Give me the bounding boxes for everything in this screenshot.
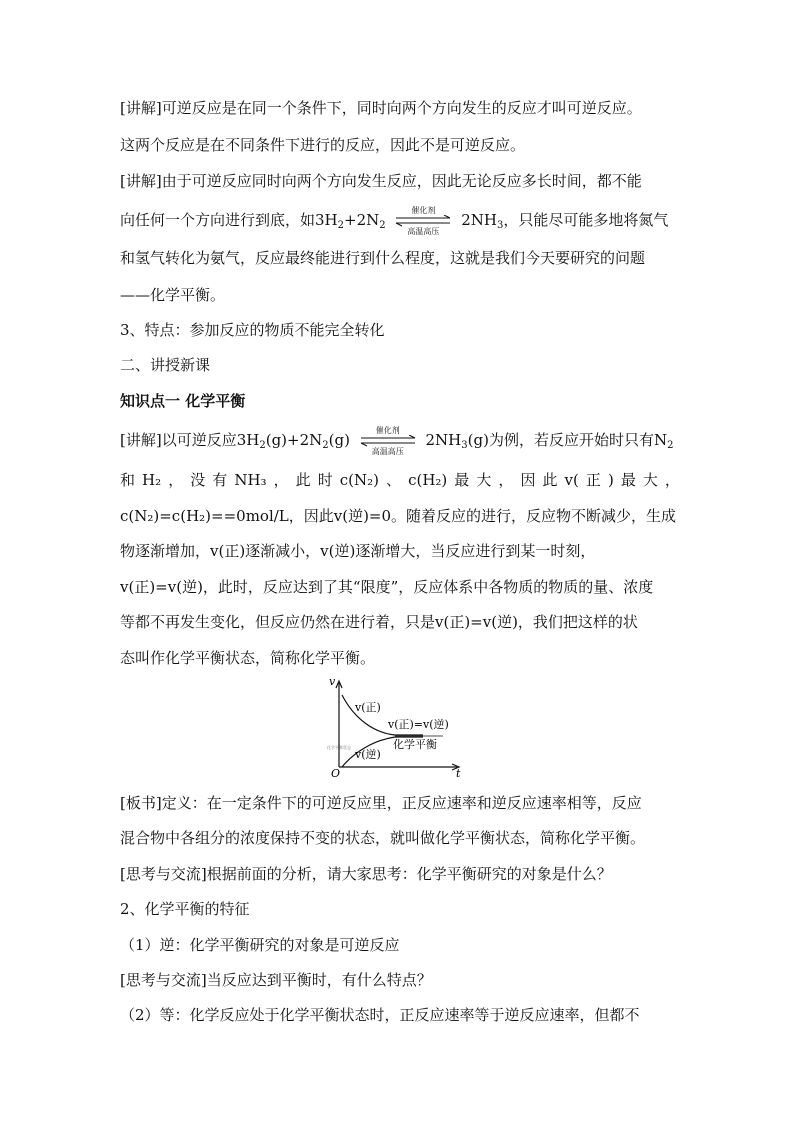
text-line: [思考与交流]当反应达到平衡时，有什么特点？ (120, 971, 432, 989)
x-axis-label: t (456, 767, 461, 780)
justified-token: 正 (585, 471, 601, 489)
equation-line-2 (120, 426, 680, 456)
justified-token: ) (607, 471, 614, 489)
justified-token: c(H₂) (408, 471, 448, 489)
eq2-sub4: 2 (667, 440, 674, 451)
origin-label: O (331, 767, 341, 780)
justified-token: v( (564, 471, 579, 489)
justified-token: 和 (120, 471, 136, 489)
justified-token: 此 (295, 471, 311, 489)
text-line: 混合物中各组分的浓度保持不变的状态，就叫做化学平衡状态，简称化学平衡。 (120, 829, 646, 847)
equilibrium-label: 化学平衡 (393, 738, 437, 751)
text-line: （1）逆：化学平衡研究的对象是可逆反应 (120, 936, 400, 954)
text-line: ——化学平衡。 (120, 286, 226, 304)
reversible-arrow (394, 206, 452, 236)
text-line: 这两个反应是在不同条件下进行的反应，因此不是可逆反应。 (120, 136, 526, 154)
eq2-sub3: 3 (461, 440, 468, 451)
eq2-prefix: [讲解]以可逆反应 (120, 431, 237, 449)
condition-top: 催化剂 (375, 426, 400, 435)
eq2-suffix: 为例，若反应开始时只有N (488, 431, 668, 449)
justified-token: ， (273, 471, 289, 489)
justified-token: 此 (542, 471, 558, 489)
justified-token: 时 (317, 471, 333, 489)
double-arrow-icon (359, 435, 417, 447)
condition-bottom: 高温高压 (371, 447, 404, 456)
justified-token: NH₃ (234, 471, 267, 489)
eq1-sub3: 3 (496, 220, 504, 231)
eq2-sub2: 2 (322, 440, 329, 451)
eq1-sub2: 2 (379, 220, 386, 231)
text-line: 物逐渐增加，v(正)逐渐减小，v(逆)逐渐增大，当反应进行到某一时刻， (120, 542, 596, 560)
text-line: 二、讲授新课 (120, 356, 211, 374)
equal-rate-label: v(正)=v(逆) (388, 718, 449, 731)
text-line: 和氢气转化为氨气，反应最终能进行到什么程度，这就是我们今天要研究的问题 (120, 249, 646, 267)
eq2-sub1: 2 (259, 440, 266, 451)
justified-text-line (120, 470, 680, 490)
reverse-rate-label: v(逆) (355, 748, 381, 761)
justified-token: 、 (386, 471, 402, 489)
eq2-reactant: 3H (236, 431, 260, 449)
justified-token: 最 (454, 471, 470, 489)
text-line: c(N₂)=c(H₂)==0mol/L，因此v(逆)=0。随着反应的进行，反应物不断减少，生成 (120, 507, 677, 525)
eq1-prefix: 向任何一个方向进行到底，如 (120, 211, 316, 229)
text-line: 3、特点：参加反应的物质不能完全转化 (120, 321, 385, 339)
text-line: [板书]定义：在一定条件下的可逆反应里，正反应速率和逆反应速率相等，反应 (120, 794, 642, 812)
tiny-equilibrium-label: 化学平衡状态 (327, 745, 351, 750)
text-line: [讲解]由于可逆反应同时向两个方向发生反应，因此无论反应多长时间，都不能 (120, 172, 642, 190)
justified-token: H₂ (142, 471, 162, 489)
justified-token: 大 (642, 471, 658, 489)
y-axis-label: v (329, 675, 336, 688)
eq2-mid2: (g) (328, 431, 350, 449)
justified-token: 最 (620, 471, 636, 489)
eq2-product: 2NH (425, 431, 462, 449)
section-heading: 知识点一 化学平衡 (120, 392, 246, 410)
justified-token: 大 (476, 471, 492, 489)
double-arrow-icon (394, 215, 452, 227)
eq1-product: 2NH (461, 211, 497, 229)
justified-token: c(N₂) (339, 471, 379, 489)
equation-line-1 (120, 206, 680, 236)
text-line: v(正)=v(逆)，此时，反应达到了其“限度”，反应体系中各物质的物质的量、浓度 (120, 578, 654, 596)
text-line: 等都不再发生变化，但反应仍然在进行着，只是v(正)=v(逆)，我们把这样的状 (120, 613, 638, 631)
eq1-reactant: 3H (315, 211, 338, 229)
justified-token: ， (168, 471, 184, 489)
text-line: [思考与交流]根据前面的分析，请大家思考：化学平衡研究的对象是什么？ (120, 865, 612, 883)
condition-top: 催化剂 (411, 206, 436, 215)
justified-token: 没 (190, 471, 206, 489)
rate-time-diagram (325, 675, 475, 780)
reversible-arrow (359, 426, 417, 456)
text-line: 态叫作化学平衡状态，简称化学平衡。 (120, 649, 376, 667)
forward-rate-label: v(正) (355, 701, 381, 714)
justified-token: ， (498, 471, 514, 489)
condition-bottom: 高温高压 (407, 227, 440, 236)
eq1-sub1: 2 (337, 220, 345, 231)
eq2-mid3: (g) (467, 431, 489, 449)
text-line: [讲解]可逆反应是在同一个条件下，同时向两个方向发生的反应才叫可逆反应。 (120, 99, 642, 117)
text-line: （2）等：化学反应处于化学平衡状态时，正反应速率等于逆反应速率，但都不 (120, 1006, 640, 1024)
eq1-suffix: ，只能尽可能多地将氮气 (503, 211, 669, 229)
eq2-mid1: (g)+2N (265, 431, 323, 449)
justified-token: 有 (212, 471, 228, 489)
justified-token: 因 (520, 471, 536, 489)
text-line: 2、化学平衡的特征 (120, 900, 250, 918)
eq1-plus: +2N (344, 211, 380, 229)
justified-token: ， (664, 471, 680, 489)
